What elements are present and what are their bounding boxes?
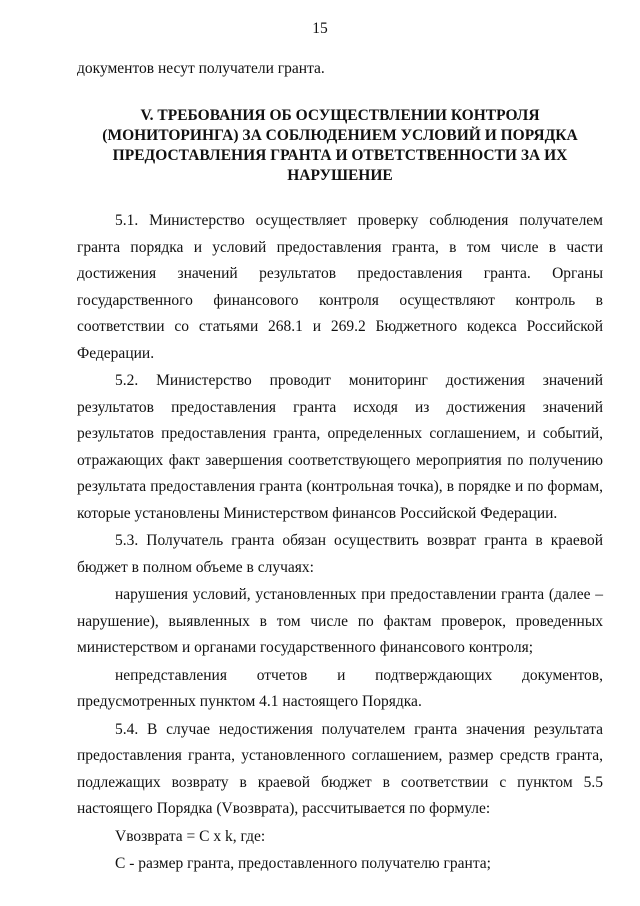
section-title-line: (МОНИТОРИНГА) ЗА СОБЛЮДЕНИЕМ УСЛОВИЙ И ПОРЯДКА: [102, 127, 578, 144]
paragraph-5-2: 5.2. Министерство проводит мониторинг достижения значений результатов предоставления гранта исходя из достижения значений результатов предоставления гранта, определенных соглашением, и событий, отражающих факт завершения соответствующего мероприятия по получению результата предоставления гранта (контрольная точка), в порядке и по формам, которые установлены Министерством финансов Российской Федерации.: [77, 372, 603, 522]
section-title-line: НАРУШЕНИЕ: [287, 167, 393, 184]
section-title-line: ПРЕДОСТАВЛЕНИЯ ГРАНТА И ОТВЕТСТВЕННОСТИ ЗА ИХ: [112, 147, 568, 164]
section-title: [77, 106, 603, 186]
paragraph-5-3: 5.3. Получатель гранта обязан осуществить возврат гранта в краевой бюджет в полном объеме в случаях:: [77, 532, 603, 576]
formula-line: Vвозврата = C x k, где:: [115, 827, 266, 845]
formula-definition-c: C - размер гранта, предоставленного получателю гранта;: [115, 855, 491, 872]
paragraph-5-1: 5.1. Министерство осуществляет проверку соблюдения получателем гранта порядка и условий предоставления гранта, в том числе в части достижения значений результатов предоставления гранта. Органы государственного финансового контроля осуществляют контроль в соответствии со статьями 268.1 и 269.2 Бюджетного кодекса Российской Федерации.: [77, 212, 603, 362]
page-number: 15: [312, 20, 328, 37]
document-body: [77, 58, 603, 878]
section-title-line: V. ТРЕБОВАНИЯ ОБ ОСУЩЕСТВЛЕНИИ КОНТРОЛЯ: [140, 107, 540, 124]
paragraph-violation-case: нарушения условий, установленных при предоставлении гранта (далее – нарушение), выявленных в том числе по фактам проверок, проведенных министерством и органами государственного финансового контроля;: [77, 586, 603, 656]
paragraph-5-4: 5.4. В случае недостижения получателем гранта значения результата предоставления гранта, установленного соглашением, размер средств гранта, подлежащих возврату в краевой бюджет в соответствии с пунктом 5.5 настоящего Порядка (Vвозврата), рассчитывается по формуле:: [77, 720, 603, 817]
lead-text: документов несут получатели гранта.: [77, 60, 325, 77]
paragraph-reports-case: непредставления отчетов и подтверждающих документов, предусмотренных пунктом 4.1 настоящего Порядка.: [77, 666, 603, 710]
